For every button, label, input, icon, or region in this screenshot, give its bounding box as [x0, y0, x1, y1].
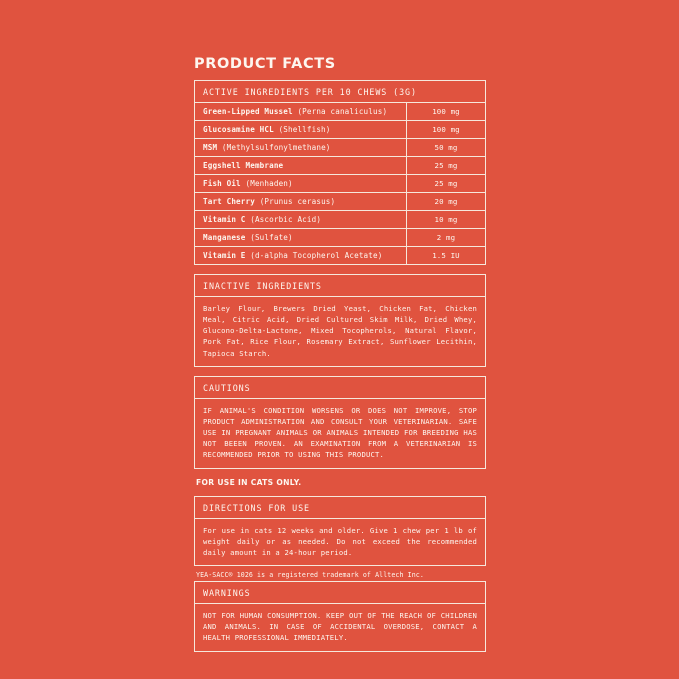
inactive-ingredients-heading: INACTIVE INGREDIENTS [195, 275, 485, 297]
table-row [195, 247, 485, 265]
ingredient-name: Vitamin C [203, 215, 246, 224]
ingredient-name: Fish Oil [203, 179, 241, 188]
ingredient-amount: 10 mg [407, 211, 486, 229]
ingredient-amount: 100 mg [407, 103, 486, 121]
ingredient-cell [195, 103, 407, 121]
table-row [195, 103, 485, 121]
ingredient-cell [195, 121, 407, 139]
product-facts-panel [194, 56, 486, 661]
directions-heading: DIRECTIONS FOR USE [195, 497, 485, 519]
ingredient-amount: 25 mg [407, 157, 486, 175]
ingredient-cell [195, 229, 407, 247]
ingredient-name: Vitamin E [203, 251, 246, 260]
trademark-note: YEA-SACC® 1026 is a registered trademark of Alltech Inc. [196, 571, 424, 580]
ingredient-cell [195, 211, 407, 229]
ingredient-source: (Sulfate) [250, 233, 293, 242]
table-row [195, 211, 485, 229]
page-title: PRODUCT FACTS [194, 56, 336, 72]
inactive-ingredients-block [194, 274, 486, 367]
active-ingredients-block [194, 80, 486, 265]
ingredient-source: (Shellfish) [278, 125, 331, 134]
ingredient-cell [195, 139, 407, 157]
directions-body: For use in cats 12 weeks and older. Give 1 chew per 1 lb of weight daily or as needed. Do not exceed the recommended daily amount in a 24-hour period. [203, 525, 477, 557]
ingredient-name: Glucosamine HCL [203, 125, 274, 134]
ingredient-amount: 1.5 IU [407, 247, 486, 265]
ingredient-source: (Ascorbic Acid) [250, 215, 322, 224]
ingredient-cell [195, 247, 407, 265]
ingredient-amount: 25 mg [407, 175, 486, 193]
ingredient-source: (Prunus cerasus) [259, 197, 336, 206]
ingredient-name: Tart Cherry [203, 197, 255, 206]
ingredient-source: (Perna canaliculus) [297, 107, 388, 116]
table-row [195, 157, 485, 175]
active-ingredients-table [195, 103, 485, 264]
ingredient-source: (Menhaden) [245, 179, 293, 188]
cautions-block [194, 376, 486, 469]
ingredient-cell [195, 157, 407, 175]
ingredient-source: (Methylsulfonylmethane) [221, 143, 331, 152]
ingredient-cell [195, 175, 407, 193]
inactive-ingredients-body: Barley Flour, Brewers Dried Yeast, Chicken Fat, Chicken Meal, Citric Acid, Dried Cultured Skim Milk, Dried Whey, Glucono-Delta-Lactone, Mixed Tocopherols, Natural Flavor, Pork Fat, Rice Flour, Rosemary Extract, Sunflower Lecithin, Tapioca Starch. [203, 304, 477, 358]
warnings-heading: WARNINGS [195, 582, 485, 604]
ingredient-cell [195, 193, 407, 211]
ingredient-name: Manganese [203, 233, 246, 242]
table-row [195, 121, 485, 139]
ingredient-amount: 2 mg [407, 229, 486, 247]
table-row [195, 139, 485, 157]
active-ingredients-heading: ACTIVE INGREDIENTS PER 10 CHEWS (3G) [195, 81, 485, 103]
table-row [195, 229, 485, 247]
ingredient-source: (d-alpha Tocopherol Acetate) [250, 251, 383, 260]
ingredient-amount: 100 mg [407, 121, 486, 139]
cautions-heading: CAUTIONS [195, 377, 485, 399]
warnings-block [194, 581, 486, 651]
ingredient-amount: 50 mg [407, 139, 486, 157]
cats-only-note: FOR USE IN CATS ONLY. [196, 477, 302, 487]
cautions-body: IF ANIMAL'S CONDITION WORSENS OR DOES NOT IMPROVE, STOP PRODUCT ADMINISTRATION AND CONSULT YOUR VETERINARIAN. SAFE USE IN PREGNANT ANIMALS OR ANIMALS INTENDED FOR BREEDING HAS NOT BEEEN PROVEN. AN EXAMINATION FROM A VETERINARIAN IS RECOMMENDED PRIOR TO USING THIS PRODUCT. [203, 405, 477, 460]
ingredient-name: Green-Lipped Mussel [203, 107, 293, 116]
ingredient-name: MSM [203, 143, 218, 152]
table-row [195, 175, 485, 193]
warnings-body: NOT FOR HUMAN CONSUMPTION. KEEP OUT OF THE REACH OF CHILDREN AND ANIMALS. IN CASE OF ACCIDENTAL OVERDOSE, CONTACT A HEALTH PROFESSIONAL IMMEDIATELY. [203, 611, 477, 643]
ingredient-name: Eggshell Membrane [203, 161, 284, 170]
ingredient-amount: 20 mg [407, 193, 486, 211]
table-row [195, 193, 485, 211]
directions-block [194, 496, 486, 566]
